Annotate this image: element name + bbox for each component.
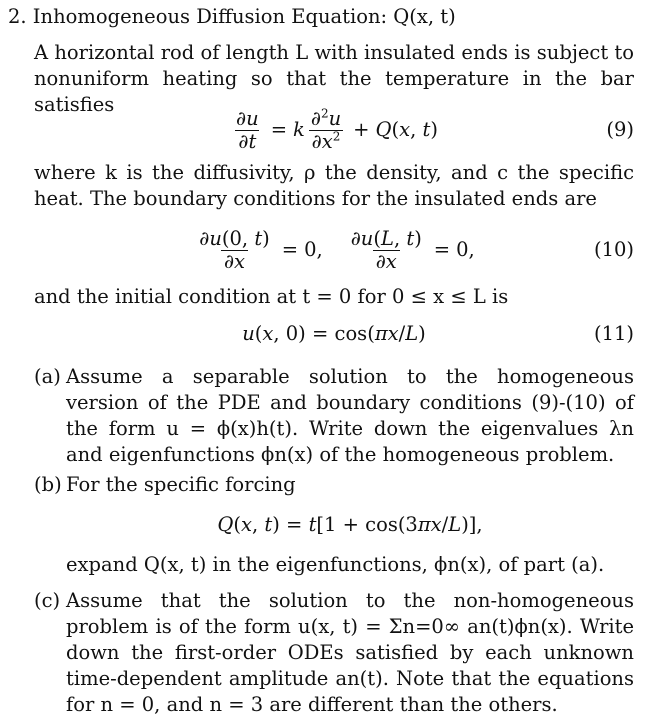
part-c-label: (c) [34,589,61,612]
part-b [34,472,634,498]
heading-text: 2. Inhomogeneous Diffusion Equation: Q(x, t) [8,5,456,28]
problem-heading [8,4,648,30]
equation-10 [34,220,634,280]
description-paragraph [34,160,634,212]
equation-10-body: $\frac{\partial u(0, t)}{\partial x}$ = 0, $\frac{\partial u(L, t)}{\partial x}$ = 0, [199,226,475,273]
description-text: where k is the diffusivity, ρ the density, and c the specific heat. The boundary conditions for the insulated ends are [34,161,634,210]
part-b-text: For the specific forcing [66,473,296,496]
equation-10-number: (10) [593,238,634,261]
equation-11 [34,314,634,354]
part-b-after [66,552,634,578]
part-b-equation: Q(x, t) = t[1 + cos(3πx/L)], [217,513,483,536]
equation-11-body: u(x, 0) = cos(πx/L) [242,322,426,345]
part-b-label: (b) [34,473,62,496]
part-a-label: (a) [34,365,61,388]
initial-condition-paragraph [34,284,634,310]
initial-condition-text: and the initial condition at t = 0 for 0 ≤ x ≤ L is [34,285,509,308]
equation-9 [34,100,634,160]
part-a [34,364,634,468]
part-c-text: Assume that the solution to the non-homogeneous problem is of the form u(x, t) = Σn=0∞ an(t)ϕn(x). Write down the first-order ODEs satisfied by each unknown time-dependent amplitude an(t). Note that the equations for n = 0, and n = 3 are different than the others. [66,589,634,716]
equation-9-body: $\frac{\partial u}{\partial t}$ = k $\frac{\partial^2u}{\partial x^2}$ + Q(x, t) [236,106,438,153]
part-a-text: Assume a separable solution to the homogeneous version of the PDE and boundary conditions (9)-(10) of the form u = ϕ(x)h(t). Write down the eigenvalues λn and eigenfunctions ϕn(x) of the homogeneous problem. [66,365,634,466]
equation-11-number: (11) [593,322,634,345]
part-b-after-text: expand Q(x, t) in the eigenfunctions, ϕn(x), of part (a). [66,553,605,576]
equation-9-number: (9) [606,118,634,141]
part-c [34,588,634,718]
intro-text: A horizontal rod of length L with insulated ends is subject to nonuniform heating so that the temperature in the bar satisfies [34,41,634,116]
